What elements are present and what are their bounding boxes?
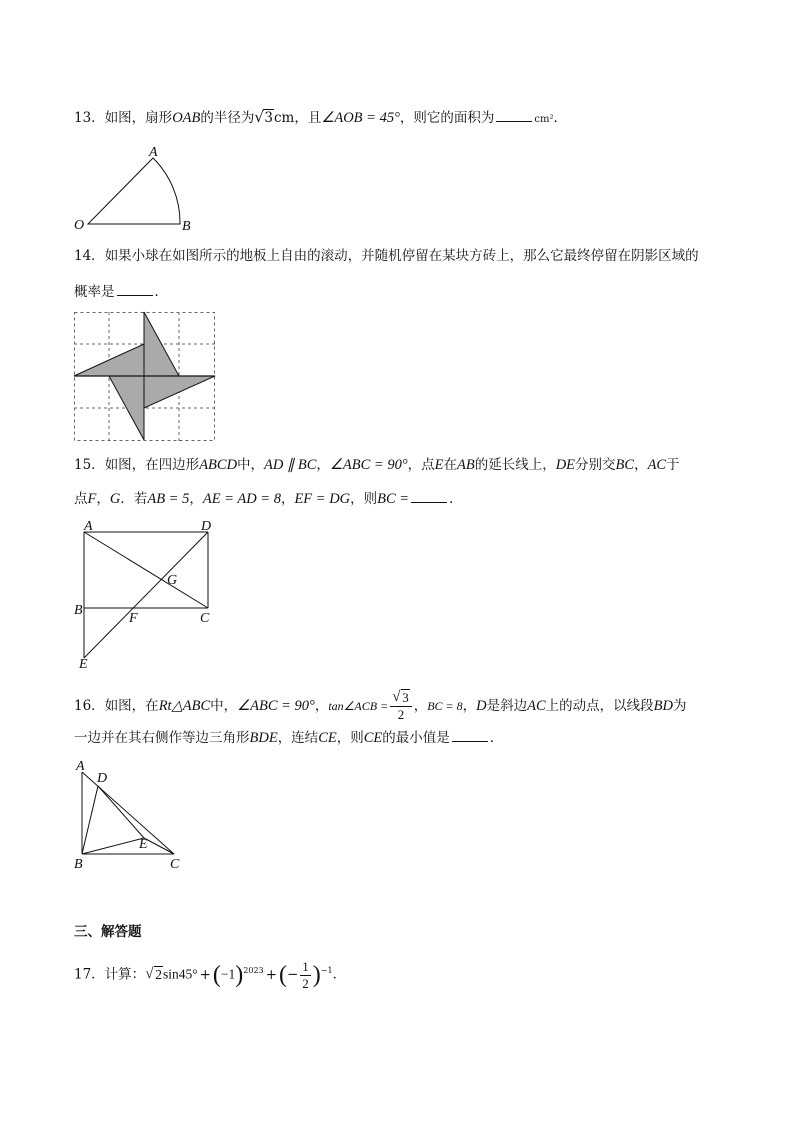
q16-line1: 16．如图，在Rt△ABC中，∠ABC = 90°，tan∠ACB = √ 3 2 ，BC = 8，D是斜边AC上的动点，以线段BD为 [74, 689, 687, 722]
label-b: B [182, 219, 191, 234]
quadrilateral-figure [74, 516, 224, 672]
label-f: F [129, 611, 138, 626]
answer-blank [117, 283, 153, 296]
sqrt-3: √ 3 [254, 108, 273, 126]
label-g: G [167, 573, 178, 588]
q14-line2: 概率是 ． [74, 284, 168, 300]
label-a: A [84, 519, 93, 534]
label-a: A [149, 145, 158, 160]
label-c: C [200, 611, 210, 626]
q13-text: 13．如图，扇形OAB的半径为 √ 3cm，且∠AOB = 45°，则它的面积为 cm²． [74, 108, 567, 126]
sector-figure [70, 140, 210, 235]
label-c: C [170, 857, 180, 872]
shaded-triangle-bottom [109, 376, 144, 440]
label-d: D [97, 771, 108, 786]
label-e: E [79, 657, 88, 672]
q17-number: 17． [74, 966, 105, 983]
q15-number: 15． [74, 457, 105, 473]
label-e: E [139, 837, 148, 852]
label-b: B [74, 603, 83, 618]
q16-number: 16． [74, 698, 105, 714]
q13-number: 13． [74, 110, 105, 126]
tile-floor-figure [74, 312, 216, 442]
shaded-triangle-top [144, 312, 179, 376]
label-a: A [76, 759, 85, 774]
section-heading: 三、解答题 [74, 924, 142, 940]
fraction-1-over-2: $\frac{1}{2}$ [302, 958, 309, 991]
fraction-sqrt3-over-2: √ 3 2 [390, 690, 412, 723]
q16-line2: 一边并在其右侧作等边三角形BDE，连结CE，则CE的最小值是 ． [74, 730, 504, 746]
q15-line1: 15．如图，在四边形ABCD中，AD ∥ BC，∠ABC = 90°，点E在AB的延长线上，DE分别交BC，AC于 [74, 457, 680, 473]
q17-line: 17．计算： √ $2\sin 45^\circ +(-1)^{2023}$ +(− $\frac{1}{2}$ )$^{-1}$． [74, 958, 347, 991]
label-d: D [201, 519, 212, 534]
sqrt-2: √ 2 [145, 965, 162, 982]
label-o: O [74, 218, 85, 233]
answer-blank [452, 729, 488, 742]
label-b: B [74, 857, 83, 872]
answer-blank [496, 109, 532, 122]
q15-line2: 点F，G．若AB = 5，AE = AD = 8，EF = DG，则BC = ． [74, 491, 463, 507]
answer-blank [411, 490, 447, 503]
triangle-figure [74, 756, 194, 872]
q14-line1: 14．如果小球在如图所示的地板上自由的滚动，并随机停留在某块方砖上，那么它最终停留在阴影区域的 [74, 248, 699, 264]
q14-number: 14． [74, 248, 105, 264]
